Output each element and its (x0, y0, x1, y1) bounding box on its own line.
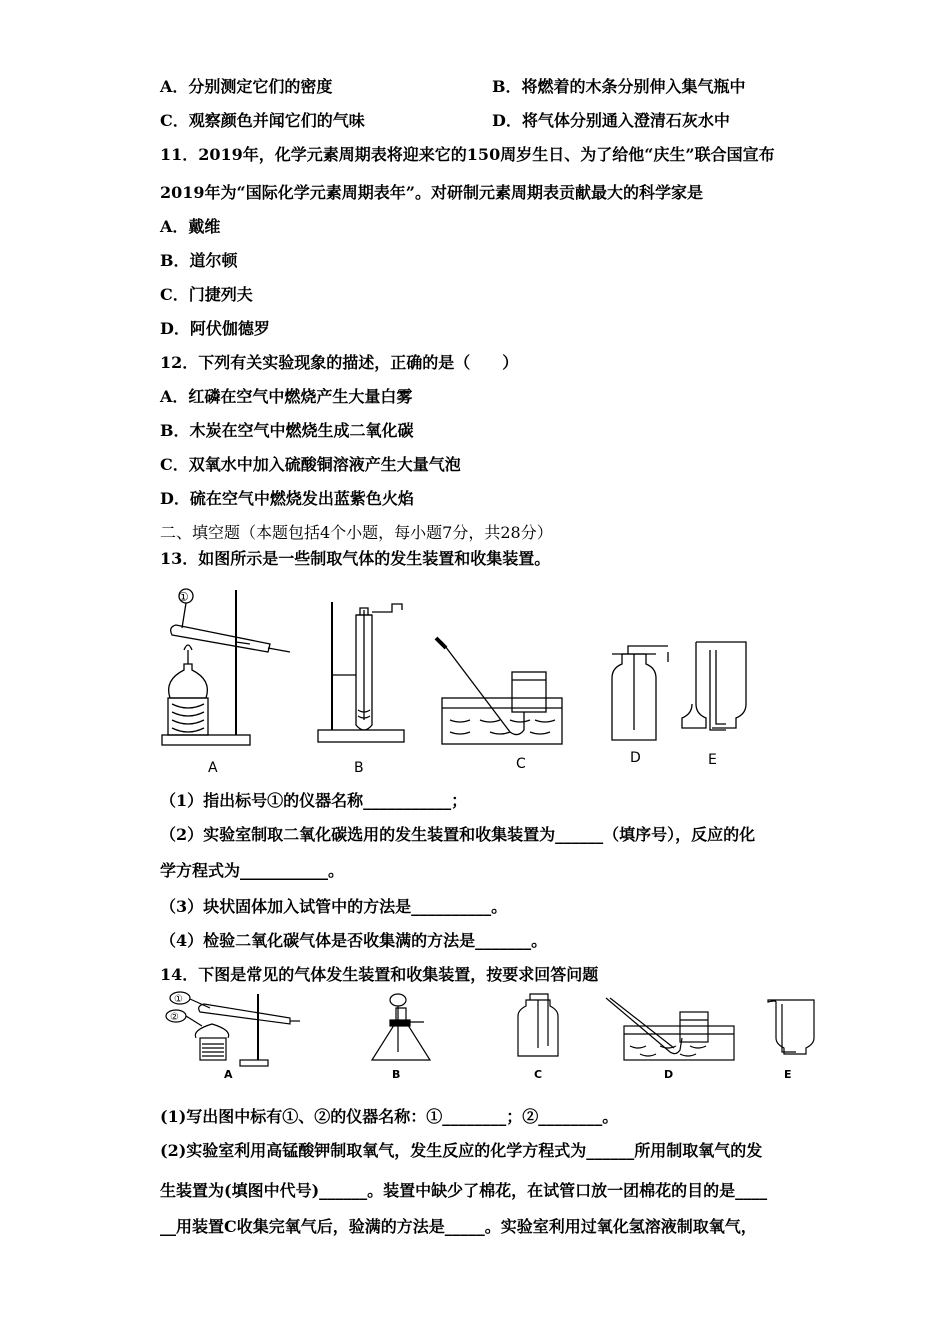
q13-label-b: B (354, 760, 364, 776)
q12-stem: 12．下列有关实验现象的描述，正确的是（ ） (160, 353, 519, 372)
q10-option-b: B．将燃着的木条分别伸入集气瓶中 (492, 77, 746, 96)
q13-label-e: E (708, 752, 717, 768)
q11-option-b: B．道尔顿 (160, 251, 238, 270)
q11-stem-line2: 2019年为“国际化学元素周期表年”。对研制元素周期表贡献最大的科学家是 (160, 183, 703, 202)
q13-apparatus-c (436, 638, 562, 744)
q14-apparatus-a (166, 992, 300, 1066)
q14-label-a: A (224, 1068, 233, 1081)
q11-option-d: D．阿伏伽德罗 (160, 319, 270, 338)
q13-apparatus-a (162, 589, 290, 745)
q14-sub1: (1)写出图中标有①、②的仪器名称：①________；②________。 (160, 1107, 619, 1126)
q13-sub4: （4）检验二氧化碳气体是否收集满的方法是_______。 (160, 931, 548, 950)
q12-option-d: D．硫在空气中燃烧发出蓝紫色火焰 (160, 489, 414, 508)
q14-mark-2: ② (170, 1012, 179, 1023)
q14-mark-1: ① (174, 994, 183, 1005)
q14-sub2-line2: 生装置为(填图中代号)______。装置中缺少了棉花，在试管口放一团棉花的目的是____ (160, 1181, 768, 1200)
q14-apparatus-e (768, 1000, 814, 1054)
q12-option-a: A．红磷在空气中燃烧产生大量白雾 (160, 387, 413, 406)
q13-apparatus-b (318, 602, 404, 742)
q13-sub1: （1）指出标号①的仪器名称___________； (160, 791, 468, 810)
q14-apparatus-figure (150, 990, 840, 1082)
section-heading: 二、填空题（本题包括4个小题，每小题7分，共28分） (160, 523, 553, 542)
q10-option-a: A．分别测定它们的密度 (160, 77, 333, 96)
q13-sub3: （3）块状固体加入试管中的方法是__________。 (160, 897, 508, 916)
q11-option-c: C．门捷列夫 (160, 285, 253, 304)
q11-stem-line1: 11．2019年，化学元素周期表将迎来它的150周岁生日、为了给他“庆生”联合国宣布 (160, 145, 775, 164)
q11-option-a: A．戴维 (160, 217, 221, 236)
q14-sub2-line1: (2)实验室利用高锰酸钾制取氧气，发生反应的化学方程式为______所用制取氧气的发 (160, 1141, 763, 1160)
q13-sub2-line1: （2）实验室制取二氧化碳选用的发生装置和收集装置为______（填序号），反应的化 (160, 825, 756, 844)
q13-mark-1: ① (178, 590, 189, 604)
q14-apparatus-c (518, 994, 558, 1056)
q13-stem: 13．如图所示是一些制取气体的发生装置和收集装置。 (160, 549, 551, 568)
q10-option-c: C．观察颜色并闻它们的气味 (160, 111, 365, 130)
q13-label-a: A (208, 760, 218, 776)
q14-label-e: E (784, 1068, 792, 1081)
q14-apparatus-b (372, 994, 430, 1060)
q13-label-c: C (516, 756, 526, 772)
q12-option-b: B．木炭在空气中燃烧生成二氧化碳 (160, 421, 414, 440)
q14-stem: 14．下图是常见的气体发生装置和收集装置，按要求回答问题 (160, 965, 599, 984)
q13-apparatus-d (612, 646, 668, 740)
q14-sub2-line3: __用装置C收集完氧气后，验满的方法是_____。实验室利用过氧化氢溶液制取氧气， (160, 1217, 757, 1236)
q14-label-d: D (664, 1068, 674, 1081)
q14-label-c: C (534, 1068, 543, 1081)
q12-option-c: C．双氧水中加入硫酸铜溶液产生大量气泡 (160, 455, 461, 474)
q14-apparatus-d (606, 998, 734, 1060)
q14-label-b: B (392, 1068, 401, 1081)
q13-label-d: D (630, 750, 641, 766)
q10-option-d: D．将气体分别通入澄清石灰水中 (492, 111, 730, 130)
q13-sub2-line2: 学方程式为___________。 (160, 861, 345, 880)
q13-apparatus-e (682, 642, 746, 730)
q13-apparatus-figure (150, 580, 780, 780)
